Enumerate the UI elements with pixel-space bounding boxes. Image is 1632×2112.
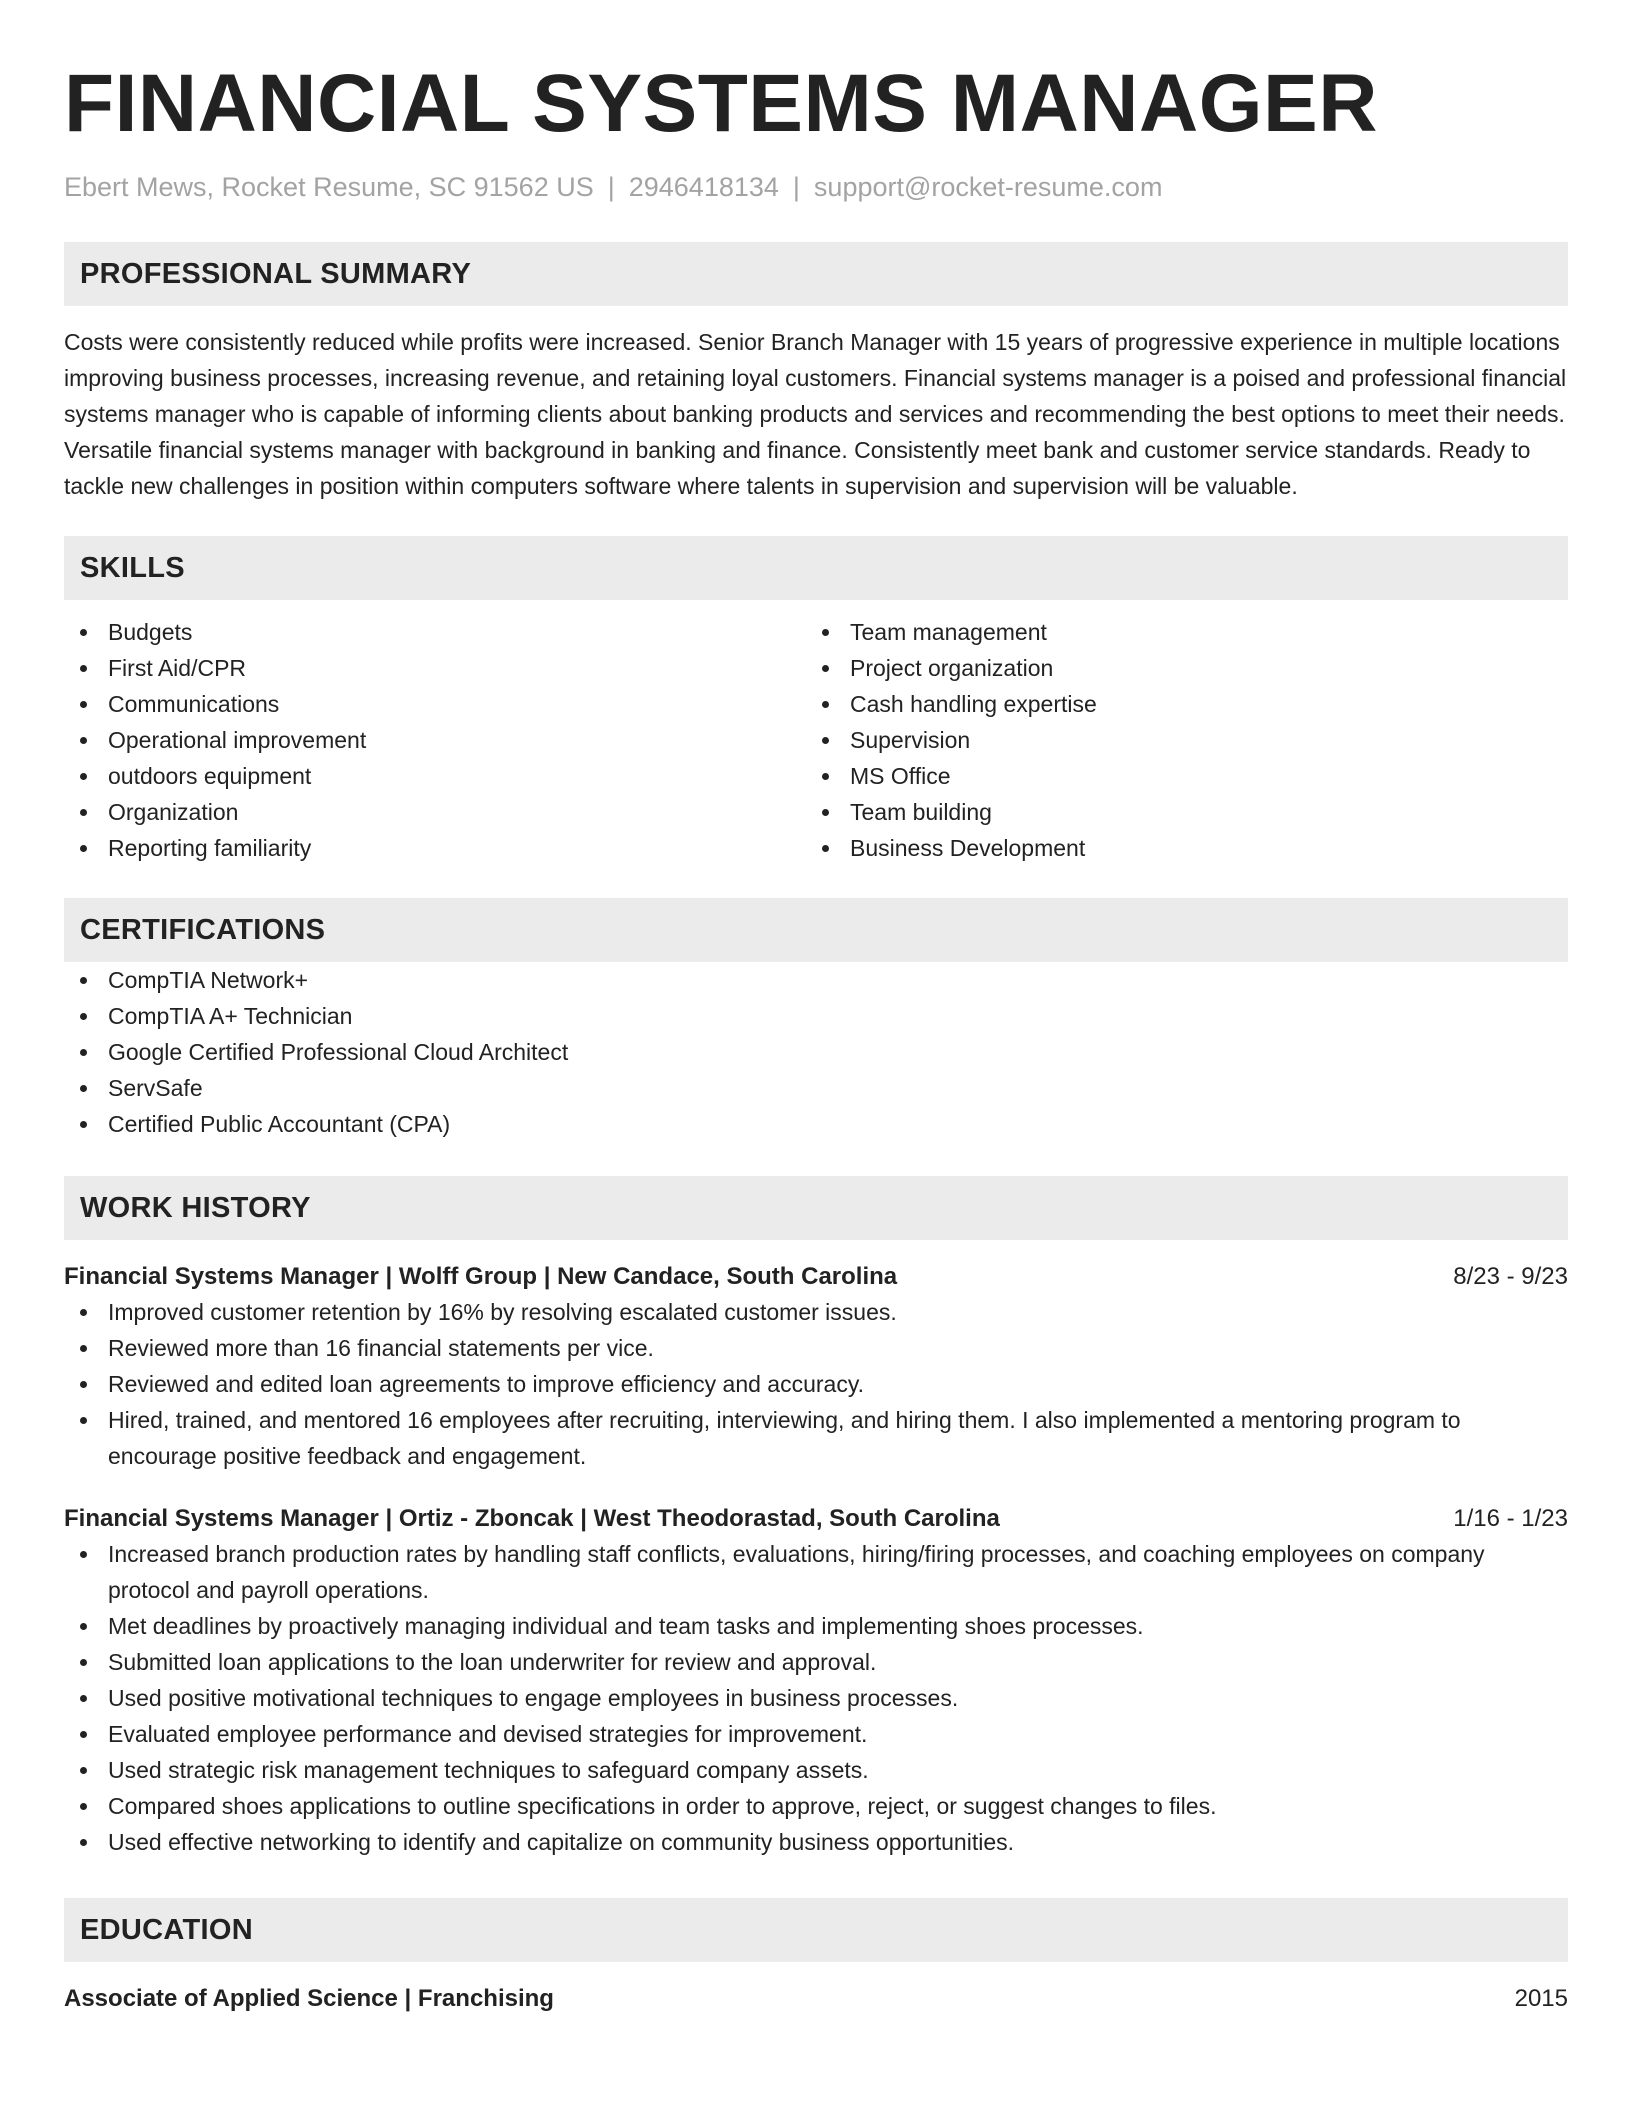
education-entry (64, 1982, 1568, 2016)
job-bullet: Met deadlines by proactively managing individual and team tasks and implementing shoes processes. (64, 1608, 1568, 1644)
skill-item: outdoors equipment (64, 758, 806, 794)
skill-item: Budgets (64, 614, 806, 650)
job-dates: 8/23 - 9/23 (1453, 1263, 1568, 1290)
contact-separator: | (607, 172, 615, 202)
job-bullets (64, 1294, 1568, 1474)
skill-item: Team building (806, 794, 1548, 830)
certifications-list (64, 962, 1568, 1142)
section-title: SKILLS (80, 551, 185, 584)
section-header-certifications (64, 898, 1568, 962)
skills-list-right (806, 614, 1548, 866)
certification-item: Google Certified Professional Cloud Architect (64, 1034, 1568, 1070)
job-bullet: Increased branch production rates by handling staff conflicts, evaluations, hiring/firing processes, and coaching employees on company protocol and payroll operations. (64, 1536, 1568, 1608)
job-bullet: Improved customer retention by 16% by resolving escalated customer issues. (64, 1294, 1568, 1330)
job-title: Financial Systems Manager | Ortiz - Zboncak | West Theodorastad, South Carolina (64, 1505, 1000, 1532)
job-header (64, 1260, 1568, 1294)
resume-page (64, 58, 1568, 2016)
job-bullet: Hired, trained, and mentored 16 employees after recruiting, interviewing, and hiring them. I also implemented a mentoring program to encourage positive feedback and engagement. (64, 1402, 1568, 1474)
job-dates: 1/16 - 1/23 (1453, 1505, 1568, 1532)
job-bullet: Used positive motivational techniques to engage employees in business processes. (64, 1680, 1568, 1716)
section-title: EDUCATION (80, 1913, 253, 1946)
skill-item: Operational improvement (64, 722, 806, 758)
job-bullet: Used effective networking to identify and capitalize on community business opportunities. (64, 1824, 1568, 1860)
summary-text: Costs were consistently reduced while profits were increased. Senior Branch Manager with 15 years of progressive experience in multiple locations improving business processes, increasing revenue, and retaining loyal customers. Financial systems manager is a poised and professional financial systems manager who is capable of informing clients about banking products and services and recommending the best options to meet their needs. Versatile financial systems manager with background in banking and finance. Consistently meet bank and customer service standards. Ready to tackle new challenges in position within computers software where talents in supervision and supervision will be valuable. (64, 329, 1567, 499)
skill-item: Organization (64, 794, 806, 830)
contact-phone: 2946418134 (628, 172, 779, 202)
certification-item: CompTIA A+ Technician (64, 998, 1568, 1034)
contact-line (64, 170, 1568, 204)
skill-item: MS Office (806, 758, 1548, 794)
certification-item: Certified Public Accountant (CPA) (64, 1106, 1568, 1142)
skill-item: Project organization (806, 650, 1548, 686)
section-header-skills (64, 536, 1568, 600)
job-bullet: Used strategic risk management techniques to safeguard company assets. (64, 1752, 1568, 1788)
contact-email: support@rocket-resume.com (813, 172, 1163, 202)
skill-item: First Aid/CPR (64, 650, 806, 686)
section-title: WORK HISTORY (80, 1191, 311, 1224)
contact-separator: | (792, 172, 800, 202)
job-bullet: Compared shoes applications to outline specifications in order to approve, reject, or suggest changes to files. (64, 1788, 1568, 1824)
job-bullet: Reviewed and edited loan agreements to improve efficiency and accuracy. (64, 1366, 1568, 1402)
section-title: PROFESSIONAL SUMMARY (80, 257, 472, 290)
certification-item: ServSafe (64, 1070, 1568, 1106)
skill-item: Supervision (806, 722, 1548, 758)
section-header-summary (64, 242, 1568, 306)
skill-item: Communications (64, 686, 806, 722)
skill-item: Reporting familiarity (64, 830, 806, 866)
section-title: CERTIFICATIONS (80, 913, 326, 946)
skill-item: Team management (806, 614, 1548, 650)
job-bullet: Reviewed more than 16 financial statements per vice. (64, 1330, 1568, 1366)
skills-columns (64, 614, 1568, 866)
resume-name: FINANCIAL SYSTEMS MANAGER (64, 58, 1378, 149)
job-bullets (64, 1536, 1568, 1860)
skills-list-left (64, 614, 806, 866)
education-degree: Associate of Applied Science | Franchising (64, 1985, 554, 2012)
skill-item: Cash handling expertise (806, 686, 1548, 722)
certification-item: CompTIA Network+ (64, 962, 1568, 998)
job-header (64, 1502, 1568, 1536)
job-title: Financial Systems Manager | Wolff Group | New Candace, South Carolina (64, 1263, 898, 1290)
job-bullet: Submitted loan applications to the loan underwriter for review and approval. (64, 1644, 1568, 1680)
skill-item: Business Development (806, 830, 1548, 866)
section-header-education (64, 1898, 1568, 1962)
contact-address: Ebert Mews, Rocket Resume, SC 91562 US (64, 172, 594, 202)
education-year: 2015 (1514, 1985, 1568, 2012)
section-header-work-history (64, 1176, 1568, 1240)
job-bullet: Evaluated employee performance and devised strategies for improvement. (64, 1716, 1568, 1752)
